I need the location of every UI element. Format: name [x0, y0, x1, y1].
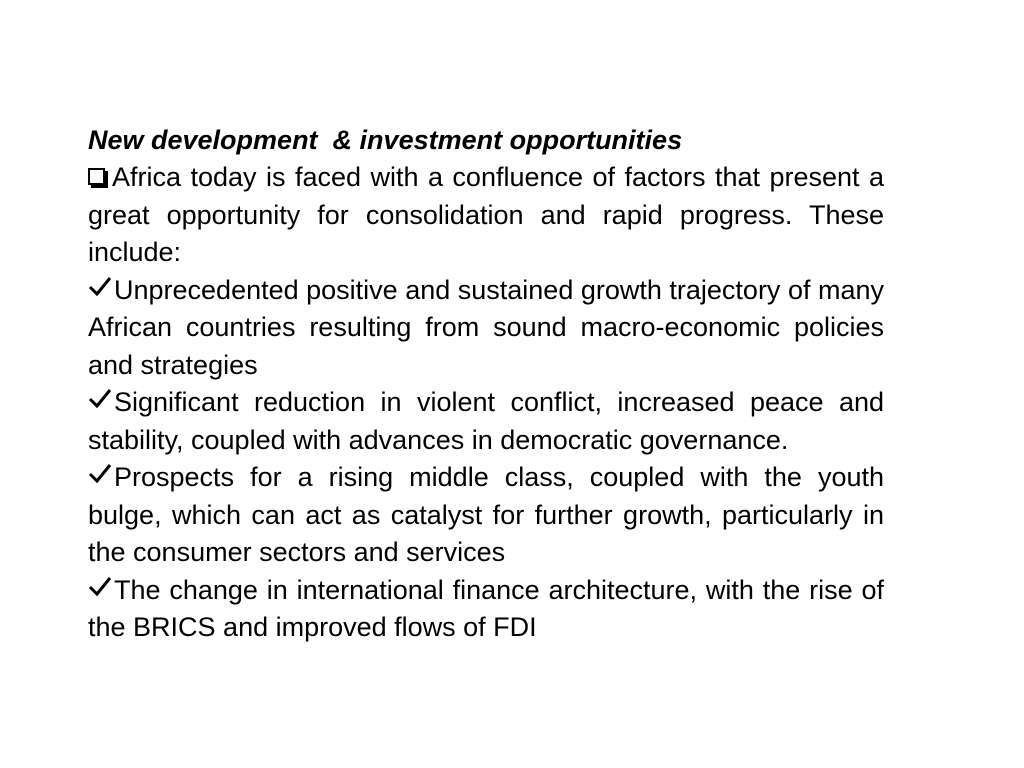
intro-paragraph [88, 159, 884, 272]
slide-title: New development & investment opportunities [88, 125, 683, 155]
list-item-text: The change in international finance architecture, with the rise of the BRICS and improved flows of FDI [88, 574, 884, 642]
checkmark-icon [88, 462, 112, 484]
slide-content [88, 122, 884, 647]
list-item [88, 459, 884, 572]
list-item-text: Significant reduction in violent conflict, increased peace and stability, coupled with advances in democratic governance. [88, 387, 884, 455]
list-item-text: Unprecedented positive and sustained growth trajectory of many African countries resulting from sound macro-economic policies and strategies [88, 274, 884, 380]
list-item [88, 572, 884, 647]
list-item [88, 384, 884, 459]
list-item [88, 272, 884, 385]
checkmark-icon [88, 275, 112, 297]
list-item-text: Prospects for a rising middle class, coupled with the youth bulge, which can act as catalyst for further growth, particularly in the consumer sectors and services [88, 462, 884, 567]
intro-text: Africa today is faced with a confluence of factors that present a great opportunity for consolidation and rapid progress. These include: [88, 162, 884, 267]
checkmark-icon [88, 387, 112, 409]
square-bullet-icon [88, 168, 105, 185]
checkmark-icon [88, 575, 112, 597]
